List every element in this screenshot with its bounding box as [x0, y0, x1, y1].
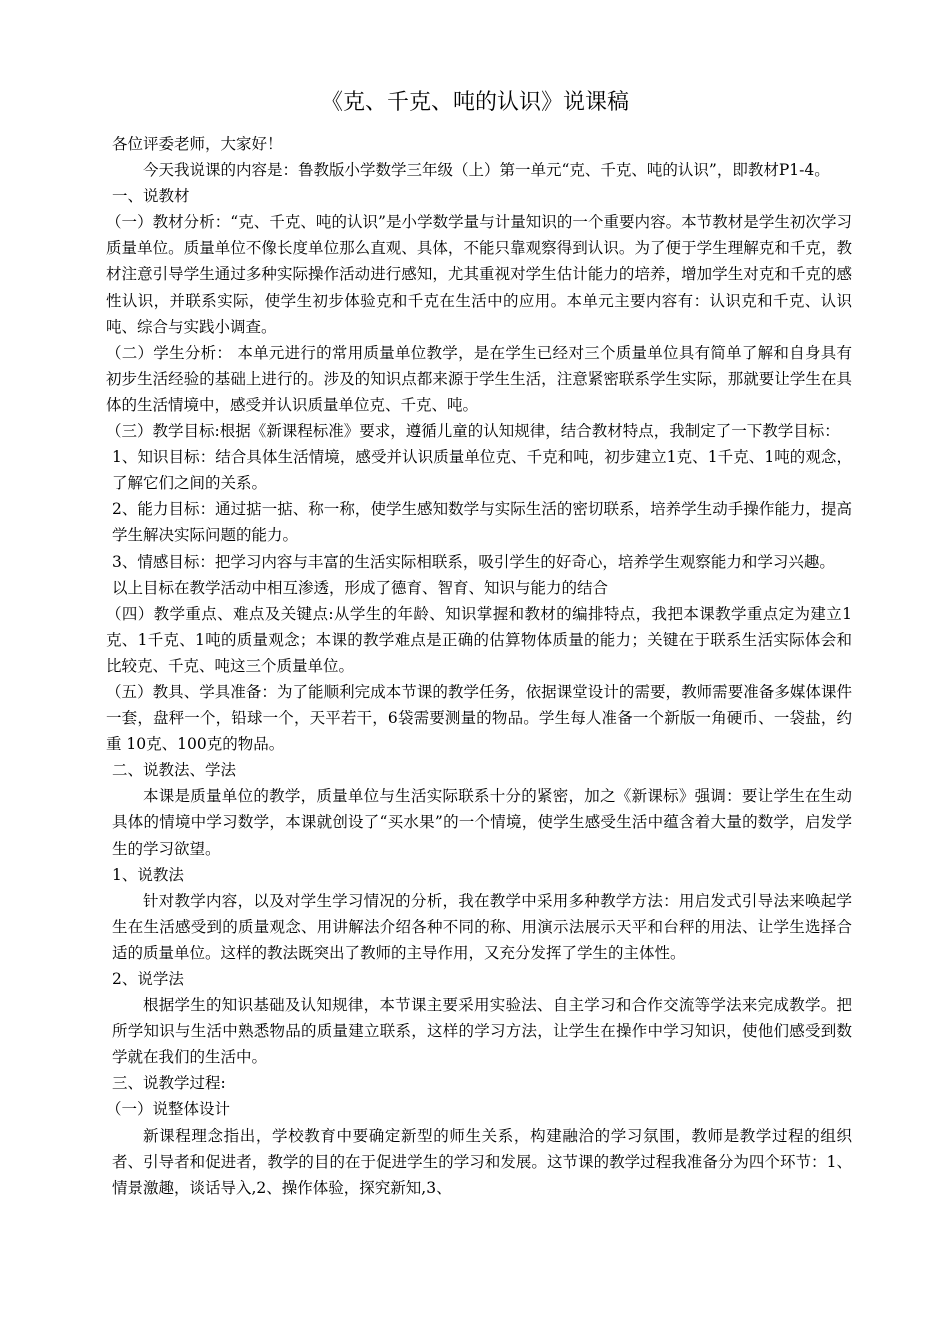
subsection-heading: 1、说教法: [112, 865, 184, 884]
subsection-heading: 2、说学法: [112, 970, 184, 988]
paragraph-teaching-goals: （三）教学目标:根据《新课程标准》要求，遵循儿童的认知规律，结合教材特点，我制定了一下教学目标：: [106, 422, 840, 441]
paragraph-intro: 今天我说课的内容是：鲁教版小学数学三年级（上）第一单元“克、千克、吨的认识”，即教材P1-4。: [143, 161, 830, 180]
document-body: [106, 131, 852, 1201]
paragraph-teaching-aids: （五）教具、学具准备：为了能顺利完成本节课的教学任务，依据课堂设计的需要，教师需要准备多媒体课件一套，盘秤一个，铅球一个，天平若干，6袋需要测量的物品。学生每人准备一个新版一角硬币、一袋盐，约重 10克、100克的物品。: [106, 682, 852, 754]
paragraph-overall-design: 新课程理念指出，学校教育中要确定新型的师生关系，构建融洽的学习氛围，教师是教学过程的组织者、引导者和促进者，教学的目的在于促进学生的学习和发展。这节课的教学过程我准备分为四个环节：1、情景激趣，谈话导入,2、操作体验，探究新知,3、: [112, 1126, 852, 1197]
paragraph-material-analysis: （一）教材分析：“克、千克、吨的认识”是小学数学量与计量知识的一个重要内容。本节教材是学生初次学习质量单位。质量单位不像长度单位那么直观、具体，不能只靠观察得到认识。为了便于学生理解克和千克，教材注意引导学生通过多种实际操作活动进行感知，尤其重视对学生估计能力的培养，增加学生对克和千克的感性认识，并联系实际，使学生初步体验克和千克在生活中的应用。本单元主要内容有：认识克和千克、认识吨、综合与实践小调查。: [106, 213, 852, 336]
greeting: 各位评委老师，大家好！: [112, 135, 283, 153]
section-heading: 二、说教法、学法: [112, 761, 237, 780]
paragraph-methods-intro: 本课是质量单位的教学，质量单位与生活实际联系十分的紧密，加之《新课标》强调：要让学生在生动具体的情境中学习数学，本课就创设了“买水果”的一个情境，使学生感受生活中蕴含着大量的数学，启发学生的学习欲望。: [112, 787, 852, 858]
paragraph-teaching-method: 针对教学内容，以及对学生学习情况的分析，我在教学中采用多种教学方法：用启发式引导法来唤起学生在生活感受到的质量观念、用讲解法介绍各种不同的称、用演示法展示天平和台秤的用法、让学生选择合适的质量单位。这样的教法既突出了教师的主导作用，又充分发挥了学生的主体性。: [112, 891, 852, 962]
section-heading: 一、说教材: [112, 187, 190, 206]
paragraph-goals-summary: 以上目标在教学活动中相互渗透，形成了德育、智育、知识与能力的结合: [112, 578, 609, 597]
paragraph-student-analysis: （二）学生分析： 本单元进行的常用质量单位教学，是在学生已经对三个质量单位具有简单了解和自身具有初步生活经验的基础上进行的。涉及的知识点都来源于学生生活，注意紧密联系学生实际，那就要让学生在具体的生活情境中，感受并认识质量单位克、千克、吨。: [106, 343, 852, 414]
paragraph-key-points: （四）教学重点、难点及关键点:从学生的年龄、知识掌握和教材的编排特点，我把本课教学重点定为建立1克、1千克、1吨的质量观念；本课的教学难点是正确的估算物体质量的能力；关键在于联系生活实际体会和比较克、千克、吨这三个质量单位。: [106, 604, 852, 675]
paragraph-knowledge-goal: 1、知识目标：结合具体生活情境，感受并认识质量单位克、千克和吨，初步建立1克、1千克、1吨的观念，了解它们之间的关系。: [112, 448, 852, 493]
section-heading: 三、说教学过程:: [112, 1074, 226, 1093]
paragraph-ability-goal: 2、能力目标：通过掂一掂、称一称，使学生感知数学与实际生活的密切联系，培养学生动手操作能力，提高学生解决实际问题的能力。: [112, 500, 852, 545]
document-title: 《克、千克、吨的认识》说课稿: [320, 90, 629, 115]
paragraph-emotion-goal: 3、情感目标：把学习内容与丰富的生活实际相联系，吸引学生的好奇心，培养学生观察能力和学习兴趣。: [112, 552, 835, 571]
paragraph-learning-method: 根据学生的知识基础及认知规律，本节课主要采用实验法、自主学习和合作交流等学法来完成教学。把所学知识与生活中熟悉物品的质量建立联系，这样的学习方法，让学生在操作中学习知识，使他们感受到数学就在我们的生活中。: [112, 996, 852, 1067]
subsection-heading: （一）说整体设计: [106, 1100, 231, 1119]
